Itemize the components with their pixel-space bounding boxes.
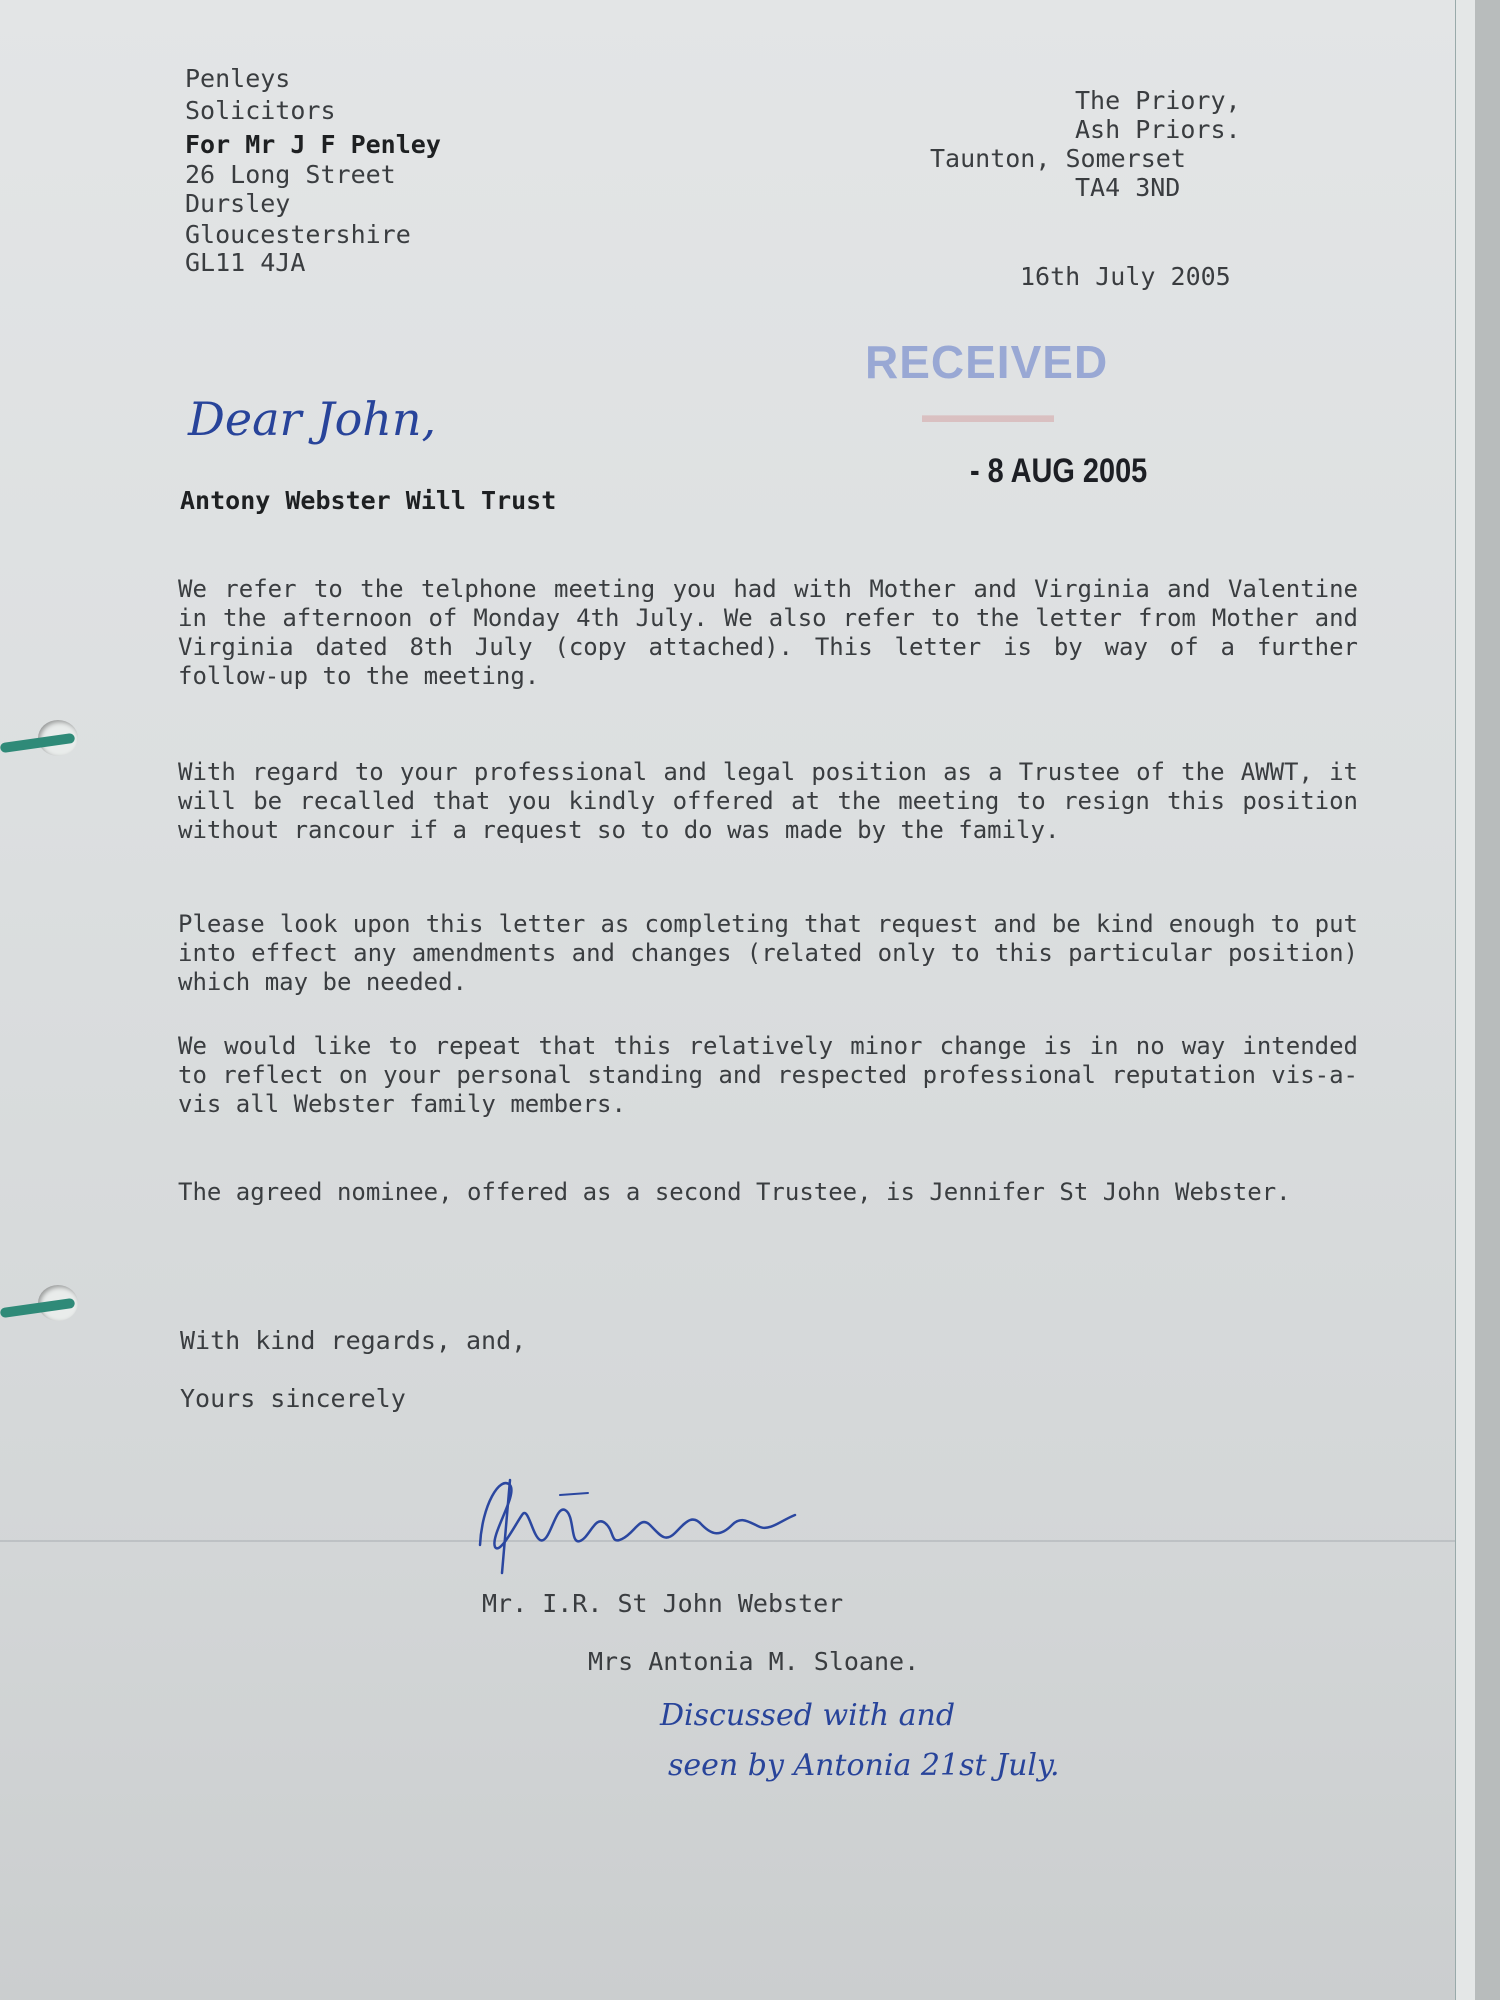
body-paragraph: We would like to repeat that this relatively minor change is in no way intended to reflect on your personal standing and respected professional reputation vis-a-vis all Webster family members. <box>178 1032 1358 1118</box>
return-address-line: Taunton, Somerset <box>930 144 1186 173</box>
handwritten-salutation: Dear John, <box>188 392 437 446</box>
sender-line: Penleys <box>185 64 291 93</box>
return-address-line: TA4 3ND <box>1075 173 1181 202</box>
body-paragraph: With regard to your professional and legal position as a Trustee of the AWWT, it will be recalled that you kindly offered at the meeting to resign this position without rancour if a request so to do was made by the family. <box>178 758 1358 844</box>
body-paragraph: The agreed nominee, offered as a second Trustee, is Jennifer St John Webster. <box>178 1178 1291 1206</box>
sender-address-line: Dursley <box>185 189 291 218</box>
return-address-line: The Priory, <box>1075 86 1241 115</box>
letter-date: 16th July 2005 <box>1020 262 1231 291</box>
handwritten-note-line: seen by Antonia 21st July. <box>668 1748 1060 1783</box>
handwritten-note-line: Discussed with and <box>660 1698 956 1733</box>
return-address-line: Ash Priors. <box>1075 115 1241 144</box>
body-paragraph: We refer to the telphone meeting you had with Mother and Virginia and Valentine in the afternoon of Monday 4th July. We also refer to the letter from Mother and Virginia dated 8th July (copy attached). This letter is by way of a further follow-up to the meeting. <box>178 575 1358 690</box>
faded-red-stamp: ▬▬▬▬▬▬ <box>922 402 1054 427</box>
sender-address-line: GL11 4JA <box>185 248 306 277</box>
received-stamp-date: - 8 AUG 2005 <box>970 452 1148 490</box>
sender-address-line: 26 Long Street <box>185 160 396 189</box>
signatory-name: Mrs Antonia M. Sloane. <box>588 1647 920 1676</box>
sender-address-line: Gloucestershire <box>185 220 411 249</box>
signatory-name: Mr. I.R. St John Webster <box>482 1589 844 1618</box>
sender-line: Solicitors <box>185 96 336 125</box>
closing-line: With kind regards, and, <box>180 1326 527 1355</box>
sender-attention: For Mr J F Penley <box>185 130 441 159</box>
received-stamp: RECEIVED <box>865 336 1109 388</box>
signoff-line: Yours sincerely <box>180 1384 406 1413</box>
letter-subject: Antony Webster Will Trust <box>180 486 557 515</box>
stacked-page-edge <box>1455 0 1476 2000</box>
body-paragraph: Please look upon this letter as completing that request and be kind enough to put into effect any amendments and changes (related only to this particular position) which may be needed. <box>178 910 1358 996</box>
handwritten-signature <box>470 1465 830 1575</box>
stacked-page-edge <box>1475 0 1500 2000</box>
